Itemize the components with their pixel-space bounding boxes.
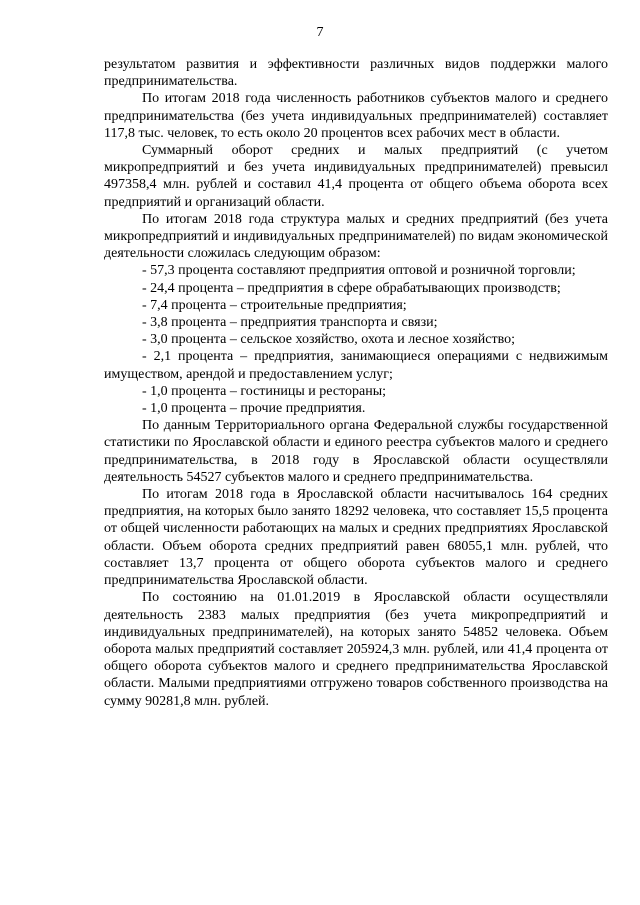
paragraph: По итогам 2018 года структура малых и средних предприятий (без учета микропредприятий и индивидуальных предпринимателей) по видам экономической деятельности сложилась следующим образом: (104, 211, 608, 262)
paragraph: По данным Территориального органа Федеральной службы государственной статистики по Ярославской области и единого реестра субъектов малого и среднего предпринимательства, в 2018 году в Ярославской области осуществляли деятельность 54527 субъектов малого и среднего предпринимательства. (104, 418, 608, 485)
list-item: - 1,0 процента – гостиницы и рестораны; (142, 383, 387, 399)
body-text (104, 56, 608, 710)
paragraph: результатом развития и эффективности различных видов поддержки малого предпринимательства. (104, 57, 608, 90)
list-item: - 2,1 процента – предприятия, занимающиеся операциями с недвижимым имуществом, арендой и предоставлением услуг; (104, 349, 608, 382)
paragraph: По итогам 2018 года численность работников субъектов малого и среднего предпринимательства (без учета индивидуальных предпринимателей) составляет 117,8 тыс. человек, то есть около 20 процентов всех рабочих мест в области. (104, 91, 608, 141)
paragraph: По состоянию на 01.01.2019 в Ярославской области осуществляли деятельность 2383 малых предприятия (без учета микропредприятий и индивидуальных предпринимателей), на которых занято 54852 человека. Объем оборота малых предприятий составляет 205924,3 млн. рублей, или 41,4 процента от общего оборота субъектов малого и среднего предпринимательства Ярославской области. Малыми предприятиями отгружено товаров собственного производства на сумму 90281,8 млн. рублей. (104, 590, 608, 709)
paragraph: По итогам 2018 года в Ярославской области насчитывалось 164 средних предприятия, на которых было занято 18292 человека, что составляет 15,5 процента от общей численности работающих на малых и средних предприятиях Ярославской области. Объем оборота средних предприятий равен 68055,1 млн. рублей, что составляет 13,7 процента от общего оборота субъектов малого и среднего предпринимательства Ярославской области. (104, 487, 608, 589)
paragraph: Суммарный оборот средних и малых предприятий (с учетом микропредприятий и без учета индивидуальных предпринимателей) превысил 497358,4 млн. рублей и составил 41,4 процента от общего объема оборота всех предприятий и организаций области. (104, 143, 608, 210)
page-number: 7 (316, 25, 324, 40)
list-item: - 7,4 процента – строительные предприятия; (142, 297, 407, 313)
list-item: - 3,8 процента – предприятия транспорта и связи; (142, 315, 438, 331)
list-item: - 1,0 процента – прочие предприятия. (142, 401, 366, 417)
list-item: - 3,0 процента – сельское хозяйство, охота и лесное хозяйство; (142, 332, 516, 348)
list-item: - 57,3 процента составляют предприятия оптовой и розничной торговли; (142, 263, 576, 279)
list-item: - 24,4 процента – предприятия в сфере обрабатывающих производств; (142, 280, 561, 296)
